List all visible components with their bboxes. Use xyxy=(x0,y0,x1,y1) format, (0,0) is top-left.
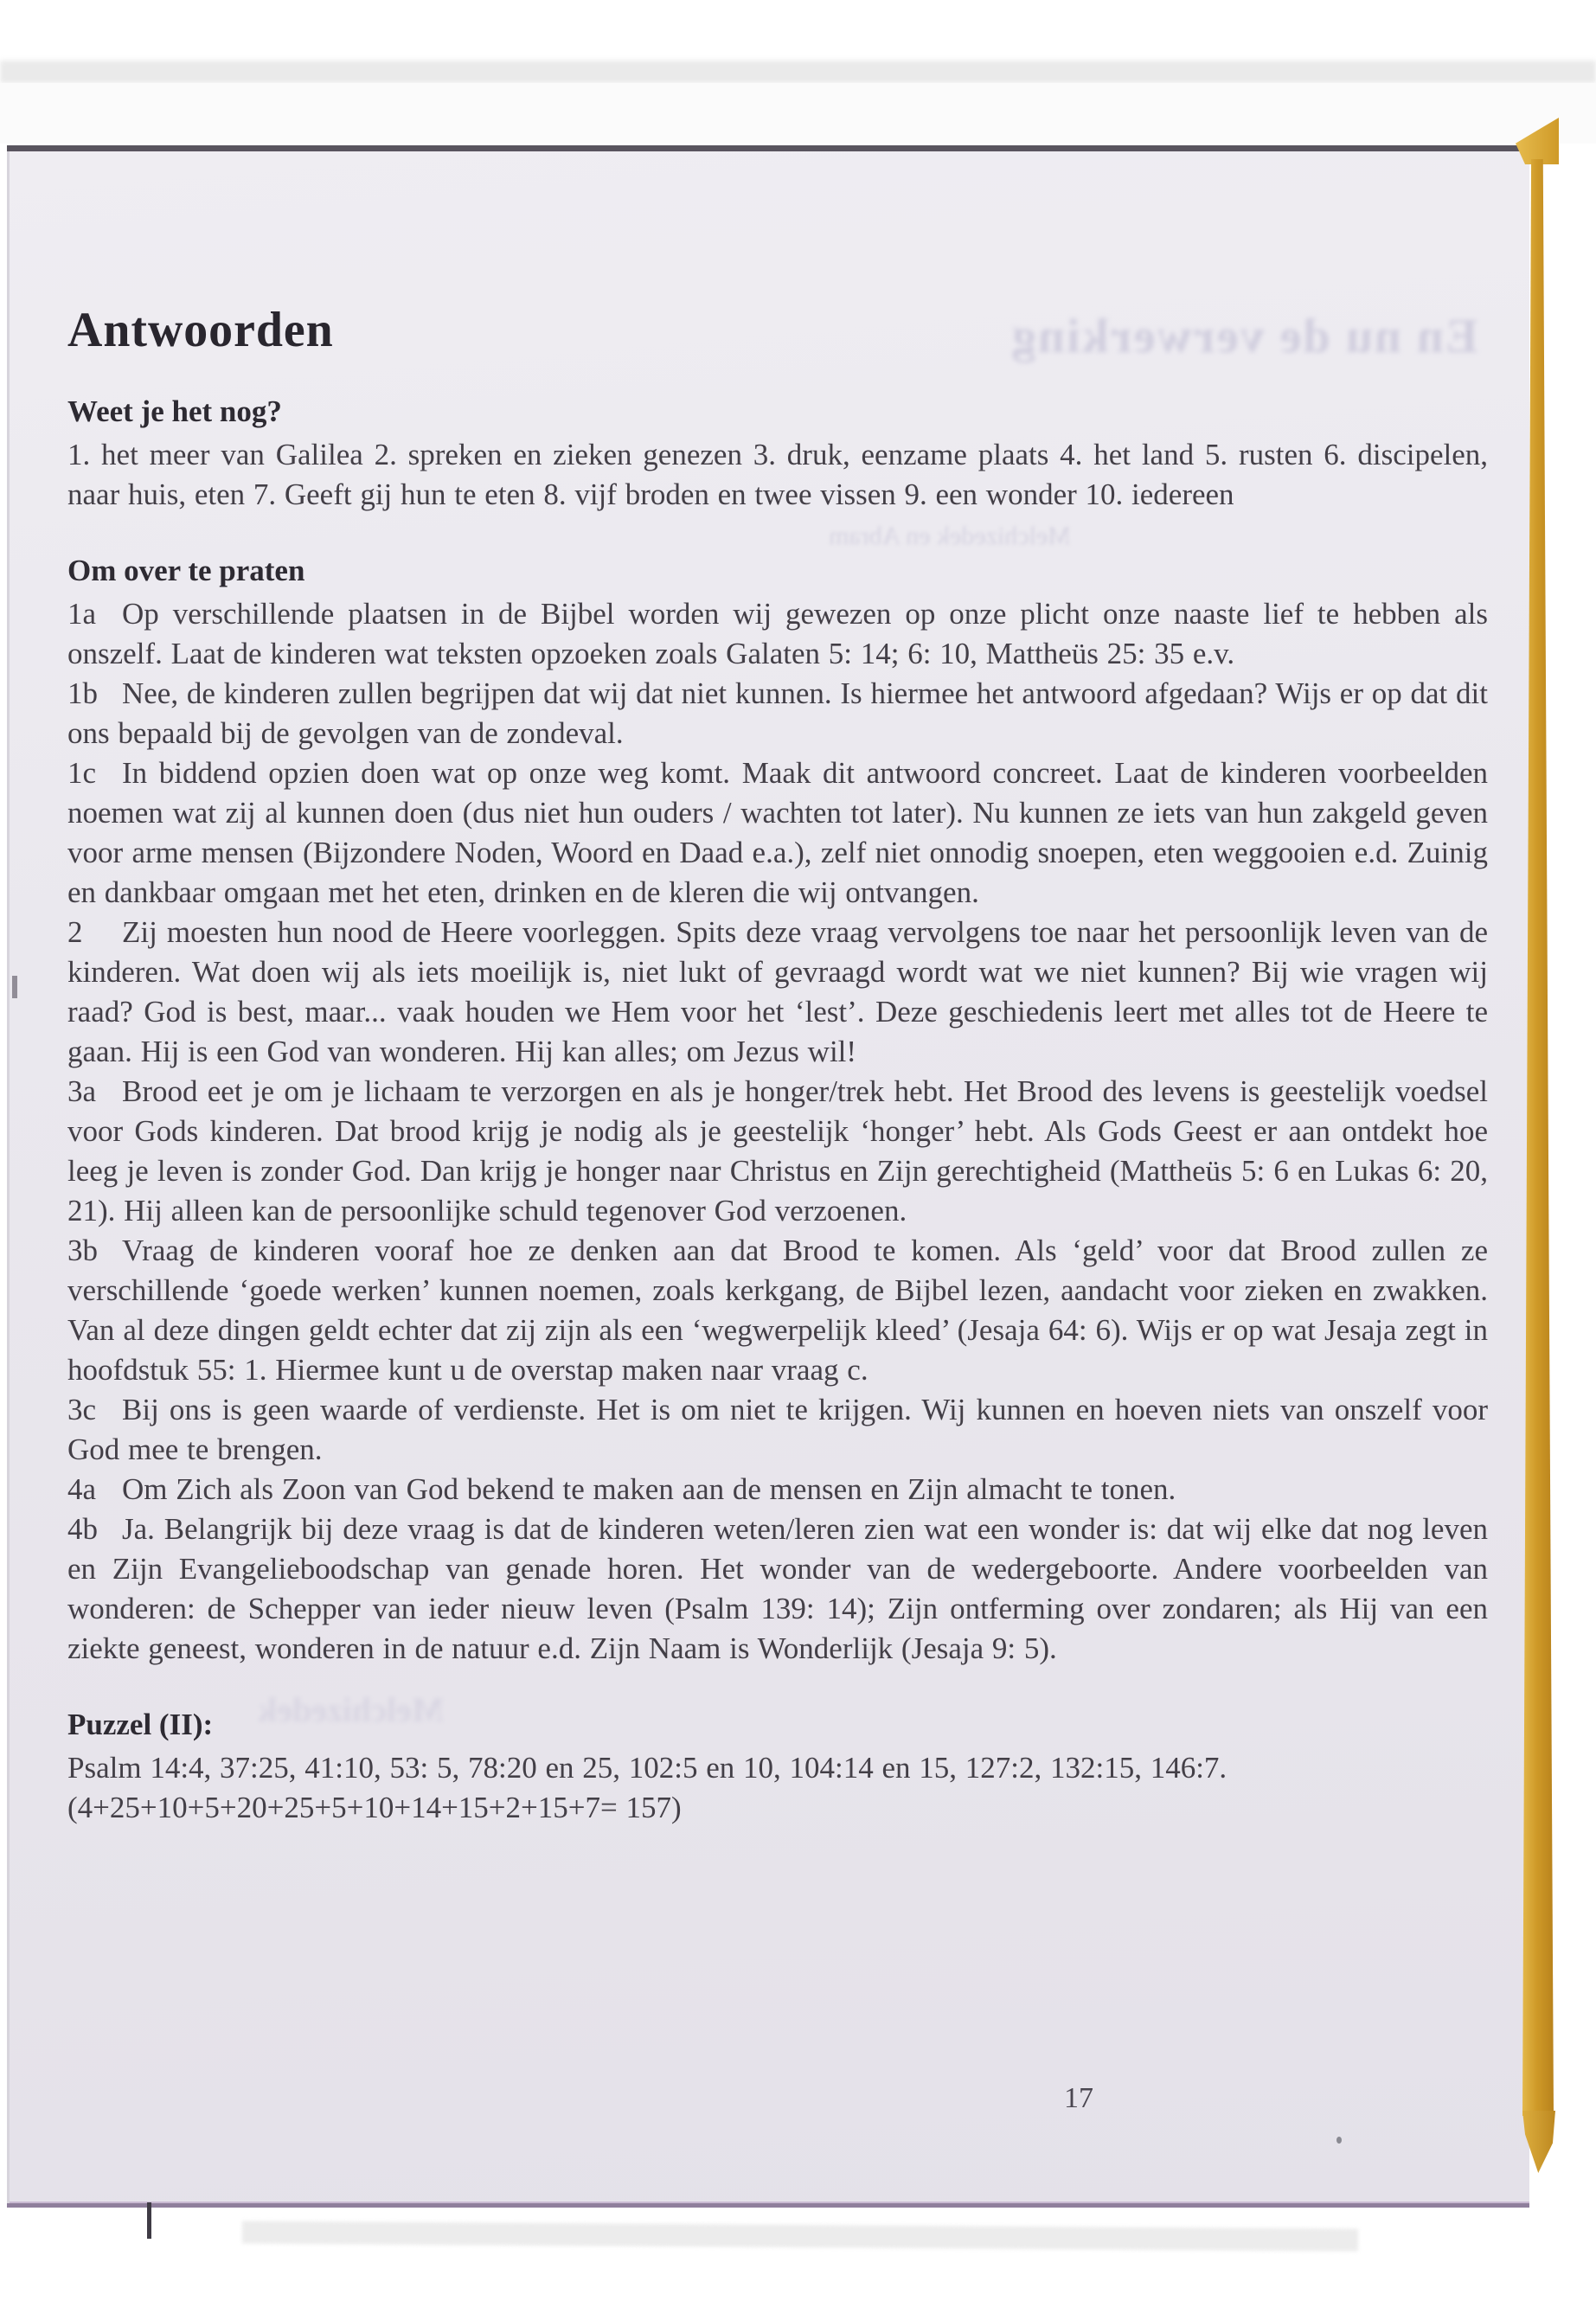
page-number: 17 xyxy=(1064,2082,1093,2114)
item-text: Vraag de kinderen vooraf hoe ze denken aan dat Brood te komen. Als ‘geld’ voor dat Brood zullen ze verschillende ‘goede werken’ kunnen noemen, zoals kerkgang, de Bijbel lezen, aandacht voor zieken en zwakken. Van al deze dingen geldt echter dat zij zijn als een ‘wegwerpelijk kleed’ (Jesaja 64: 6). Wijs er op wat Jesaja zegt in hoofdstuk 55: 1. Hiermee kunt u de overstap maken naar vraag c. xyxy=(67,1234,1488,1387)
section-heading: Weet je het nog? xyxy=(67,394,282,428)
item-text: In biddend opzien doen wat op onze weg komt. Maak dit antwoord concreet. Laat de kinderen voorbeelden noemen wat zij al kunnen doen (dus niet hun ouders / wachten tot later). Nu kunnen ze iets van hun zakgeld geven voor arme mensen (Bijzondere Noden, Woord en Daad e.a.), zelf niet onnodig snoepen, eten weggooien e.d. Zuinig en dankbaar omgaan met het eten, drinken en de kleren die wij ontvangen. xyxy=(67,756,1488,909)
item-label: 4b xyxy=(67,1512,98,1546)
answers-paragraph: 1. het meer van Galilea 2. spreken en zieken genezen 3. druk, eenzame plaats 4. het land 5. rusten 6. discipelen, naar huis, eten 7. Geeft gij hun te eten 8. vijf broden en twee vissen 9. een wonder 10. iedereen xyxy=(67,438,1488,511)
item-label: 4a xyxy=(67,1472,97,1506)
scan-shadow xyxy=(242,2221,1358,2251)
discussion-item xyxy=(67,1390,1488,1470)
item-label: 3b xyxy=(67,1234,98,1267)
item-text: Op verschillende plaatsen in de Bijbel worden wij gewezen op onze plicht onze naaste lief te hebben als onszelf. Laat de kinderen wat teksten opzoeken zoals Galaten 5: 14; 6: 10, Mattheüs 25: 35 e.v. xyxy=(67,597,1488,670)
page-content xyxy=(7,151,1529,1828)
puzzel-psalm-line: Psalm 14:4, 37:25, 41:10, 53: 5, 78:20 en 25, 102:5 en 10, 104:14 en 15, 127:2, 132:15, 146:7. xyxy=(67,1751,1227,1785)
section-puzzel xyxy=(67,1707,1488,1828)
item-text: Om Zich als Zoon van God bekend te maken aan de mensen en Zijn almacht te tonen. xyxy=(122,1472,1176,1506)
item-label: 3a xyxy=(67,1074,97,1108)
section-heading: Puzzel (II): xyxy=(67,1708,214,1741)
item-text: Brood eet je om je lichaam te verzorgen en als je honger/trek hebt. Het Brood des levens is geestelijk voedsel voor Gods kinderen. Dat brood krijg je nodig als je geestelijk ‘honger’ hebt. Als Gods Geest er aan ontdekt hoe leeg je leven is zonder God. Dan krijg je honger naar Christus en Zijn gerechtigheid (Mattheüs 5: 6 en Lukas 6: 20, 21). Hij alleen kan de persoonlijke schuld tegenover God verzoenen. xyxy=(67,1074,1488,1227)
book-page xyxy=(7,145,1529,2208)
bleed-through-title: En nu de verwerking xyxy=(1010,310,1477,363)
page-title: Antwoorden xyxy=(67,303,334,357)
item-label: 3c xyxy=(67,1393,97,1426)
item-label: 1c xyxy=(67,756,97,790)
item-text: Zij moesten hun nood de Heere voorleggen. Spits deze vraag vervolgens toe naar het persoonlijk leven van de kinderen. Wat doen wij als iets moeilijk is, niet lukt of gevraagd wordt wat we niet kunnen? Bij wie vragen wij raad? God is best, maar... vaak houden we Hem voor het ‘lest’. Deze geschiedenis leert met alles tot de Heere te gaan. Hij is een God van wonderen. Hij kan alles; om Jezus wil! xyxy=(67,915,1488,1068)
discussion-item xyxy=(67,1509,1488,1669)
discussion-item xyxy=(67,913,1488,1072)
scan-tick-mark xyxy=(147,2202,151,2239)
discussion-item xyxy=(67,1470,1488,1509)
section-om-over-te-praten xyxy=(67,553,1488,1669)
section-heading: Om over te praten xyxy=(67,554,305,587)
item-label: 1a xyxy=(67,597,97,631)
discussion-item xyxy=(67,594,1488,674)
item-label: 1b xyxy=(67,676,98,710)
bleed-through-text: Melchizedek en Abram xyxy=(829,522,1071,550)
puzzel-sum-line: (4+25+10+5+20+25+5+10+14+15+2+15+7= 157) xyxy=(67,1791,682,1824)
scan-speck xyxy=(1336,2137,1342,2144)
item-text: Bij ons is geen waarde of verdienste. Het is om niet te krijgen. Wij kunnen en hoeven niets van onszelf voor God mee te brengen. xyxy=(67,1393,1488,1466)
discussion-item xyxy=(67,1072,1488,1231)
bleed-through-text: Melchizedek xyxy=(258,1690,445,1729)
discussion-item xyxy=(67,1231,1488,1390)
item-text: Ja. Belangrijk bij deze vraag is dat de kinderen weten/leren zien wat een wonder is: dat wij elke dat nog leven en Zijn Evangelieboodschap van genade horen. Het wonder van de wedergeboorte. Andere voorbeelden van wonderen: de Schepper van ieder nieuw leven (Psalm 139: 14); Zijn ontferming over zondaren; als Hij van een ziekte geneest, wonderen in de natuur e.d. Zijn Naam is Wonderlijk (Jesaja 9: 5). xyxy=(67,1512,1488,1665)
scan-gray-band xyxy=(0,61,1596,83)
discussion-item xyxy=(67,753,1488,913)
item-label: 2 xyxy=(67,915,83,949)
discussion-item xyxy=(67,674,1488,753)
item-text: Nee, de kinderen zullen begrijpen dat wij dat niet kunnen. Is hiermee het antwoord afgedaan? Wijs er op dat dit ons bepaald bij de gevolgen van de zondeval. xyxy=(67,676,1488,750)
scan-white-band xyxy=(0,83,1596,144)
section-weet-je-het-nog xyxy=(67,394,1488,515)
